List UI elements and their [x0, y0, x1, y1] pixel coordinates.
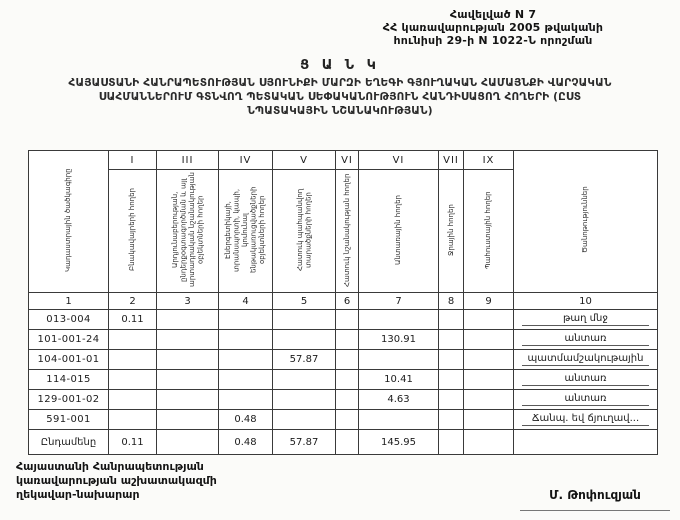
value-cell: [439, 370, 464, 390]
cadastre-code-cell: 591-001: [29, 410, 109, 430]
value-cell: [109, 370, 157, 390]
value-cell: [273, 330, 336, 350]
value-cell: 4.63: [359, 390, 439, 410]
signatory-title-line: Հայաստանի Հանրապետության: [16, 460, 204, 473]
total-value-cell: 0.48: [219, 430, 273, 455]
value-cell: [359, 310, 439, 330]
appendix-reference-block: [318, 8, 668, 47]
appendix-line: ՀՀ կառավարության 2005 թվականի: [382, 21, 604, 34]
roman-numeral-cell: IX: [464, 151, 514, 170]
roman-numeral-row: [29, 151, 658, 170]
vertical-header-label: Հատուկ նշանակության հողեր: [342, 172, 351, 287]
signatory-name: Մ. Թոփուզյան: [520, 488, 670, 511]
value-cell: [157, 350, 219, 370]
header-cell-water-lands: [439, 170, 464, 293]
column-number-row: [29, 293, 658, 310]
vertical-header-label: Պահուստային հողեր: [484, 190, 493, 269]
table-row: [29, 310, 658, 330]
vertical-header-label: Ջրային հողեր: [446, 203, 455, 256]
header-cell-industrial-lands: [157, 170, 219, 293]
column-number: 3: [157, 293, 219, 310]
roman-numeral-cell: III: [157, 151, 219, 170]
value-cell: [464, 330, 514, 350]
roman-numeral-cell: VI: [336, 151, 359, 170]
table-row: [29, 330, 658, 350]
total-value-cell: [336, 430, 359, 455]
appendix-line: հունիսի 29-ի N 1022-Ն որոշման: [393, 34, 593, 47]
value-cell: [273, 390, 336, 410]
remark-cell: [514, 370, 658, 390]
value-cell: [359, 350, 439, 370]
cadastre-code-cell: 114-015: [29, 370, 109, 390]
vertical-header-label: Էներգետիկայի, տրանսպորտի, կապի, կոմունալ ենթակառուցվածքների օբյեկտների հողեր: [224, 186, 267, 273]
land-cadastre-table: [28, 150, 658, 455]
remark-text: Ճանպ. եվ ճյուղավ...: [522, 413, 650, 426]
remark-text: թաղ մնջ: [522, 313, 650, 326]
value-cell: [157, 410, 219, 430]
vertical-header-label: Բնակավայրերի հողեր: [128, 188, 137, 271]
value-cell: 0.11: [109, 310, 157, 330]
value-cell: [157, 310, 219, 330]
cadastre-code-cell: 013-004: [29, 310, 109, 330]
header-cell-energy-transport-lands: [219, 170, 273, 293]
remark-cell: [514, 310, 658, 330]
header-cell-cadastre-code: [29, 151, 109, 293]
column-number: 6: [336, 293, 359, 310]
appendix-line: Հավելված N 7: [449, 8, 537, 21]
value-cell: [439, 410, 464, 430]
total-value-cell: 57.87: [273, 430, 336, 455]
value-cell: [464, 410, 514, 430]
total-value-cell: 0.11: [109, 430, 157, 455]
header-cell-protected-areas-lands: [273, 170, 336, 293]
totals-row: [29, 430, 658, 455]
remark-text: պատմամշակութային: [522, 353, 650, 366]
table-row: [29, 390, 658, 410]
value-cell: [359, 410, 439, 430]
column-number: 4: [219, 293, 273, 310]
vertical-header-label: Արդյունաբերության, ընդերքօգտագործման և այլ արտադրական նշանակության օբյեկտների հողեր: [170, 172, 204, 287]
table-row: [29, 350, 658, 370]
vertical-header-label: Կադաստրային ծածկագիրը: [64, 168, 73, 272]
total-value-cell: [439, 430, 464, 455]
value-cell: [157, 330, 219, 350]
remark-cell: [514, 350, 658, 370]
vertical-header-label: Անտառային հողեր: [394, 194, 403, 265]
total-value-cell: [157, 430, 219, 455]
value-cell: [464, 350, 514, 370]
value-cell: [439, 350, 464, 370]
cadastre-code-cell: 129-001-02: [29, 390, 109, 410]
header-cell-settlement-lands: [109, 170, 157, 293]
value-cell: 57.87: [273, 350, 336, 370]
total-value-cell: 145.95: [359, 430, 439, 455]
table-row: [29, 410, 658, 430]
header-cell-special-purpose-lands: [336, 170, 359, 293]
value-cell: [219, 350, 273, 370]
signatory-title-line: կառավարության աշխատակազմի: [16, 474, 217, 487]
remark-text: անտառ: [522, 333, 650, 346]
value-cell: [273, 410, 336, 430]
value-cell: [109, 330, 157, 350]
value-cell: [219, 370, 273, 390]
signatory-title-block: [16, 460, 217, 502]
value-cell: [336, 370, 359, 390]
column-number: 10: [514, 293, 658, 310]
cadastre-code-cell: 101-001-24: [29, 330, 109, 350]
column-number: 9: [464, 293, 514, 310]
value-cell: [464, 390, 514, 410]
table-row: [29, 370, 658, 390]
remark-cell: [514, 330, 658, 350]
value-cell: [439, 390, 464, 410]
value-cell: [464, 370, 514, 390]
value-cell: [336, 350, 359, 370]
roman-numeral-cell: VI: [359, 151, 439, 170]
header-cell-remarks: [514, 151, 658, 293]
value-cell: [336, 330, 359, 350]
value-cell: [439, 330, 464, 350]
value-cell: [109, 410, 157, 430]
roman-numeral-cell: IV: [219, 151, 273, 170]
value-cell: [219, 390, 273, 410]
column-number: 5: [273, 293, 336, 310]
roman-numeral-cell: I: [109, 151, 157, 170]
total-value-cell: [464, 430, 514, 455]
document-title: Ց Ա Ն Կ: [300, 58, 380, 73]
value-cell: [273, 370, 336, 390]
signatory-title-line: ղեկավար-նախարար: [16, 488, 140, 501]
value-cell: [273, 310, 336, 330]
value-cell: [109, 350, 157, 370]
value-cell: [219, 310, 273, 330]
value-cell: 130.91: [359, 330, 439, 350]
total-remark-cell: [514, 430, 658, 455]
column-number: 8: [439, 293, 464, 310]
remark-cell: [514, 410, 658, 430]
roman-numeral-cell: VII: [439, 151, 464, 170]
value-cell: [464, 310, 514, 330]
header-cell-forest-lands: [359, 170, 439, 293]
column-number: 2: [109, 293, 157, 310]
remark-text: անտառ: [522, 373, 650, 386]
vertical-header-label: Հատուկ պահպանվող տարածքների հողեր: [295, 188, 312, 271]
remark-cell: [514, 390, 658, 410]
value-cell: [219, 330, 273, 350]
subtitle-line: ՀԱՅԱՍՏԱՆԻ ՀԱՆՐԱՊԵՏՈՒԹՅԱՆ ՍՅՈՒՆԻՔԻ ՄԱՐԶԻ ԵՂԵԳԻ ԳՅՈՒՂԱԿԱՆ ՀԱՄԱՅՆՔԻ ՎԱՐՉԱԿԱՆ: [68, 77, 612, 89]
value-cell: 10.41: [359, 370, 439, 390]
column-number: 1: [29, 293, 109, 310]
subtitle-line: ՆՊԱՏԱԿԱՅԻՆ ՆՇԱՆԱԿՈՒԹՅԱՆ): [247, 105, 433, 117]
cadastre-code-cell: 104-001-01: [29, 350, 109, 370]
header-cell-reserve-lands: [464, 170, 514, 293]
value-cell: [336, 310, 359, 330]
value-cell: [439, 310, 464, 330]
value-cell: [157, 370, 219, 390]
column-number: 7: [359, 293, 439, 310]
value-cell: [157, 390, 219, 410]
value-cell: 0.48: [219, 410, 273, 430]
value-cell: [336, 390, 359, 410]
document-subtitle: [18, 76, 662, 118]
vertical-header-label: Ծանոթություններ: [581, 186, 590, 254]
roman-numeral-cell: V: [273, 151, 336, 170]
value-cell: [336, 410, 359, 430]
remark-text: անտառ: [522, 393, 650, 406]
value-cell: [109, 390, 157, 410]
totals-label: Ընդամենը: [29, 430, 109, 455]
subtitle-line: ՍԱՀՄԱՆՆԵՐՈՒՄ ԳՏՆՎՈՂ ՊԵՏԱԿԱՆ ՍԵՓԱԿԱՆՈՒԹՅՈՒՆ ՀԱՆԴԻՍԱՑՈՂ ՀՈՂԵՐԻ (ԸՍՏ: [98, 91, 582, 103]
